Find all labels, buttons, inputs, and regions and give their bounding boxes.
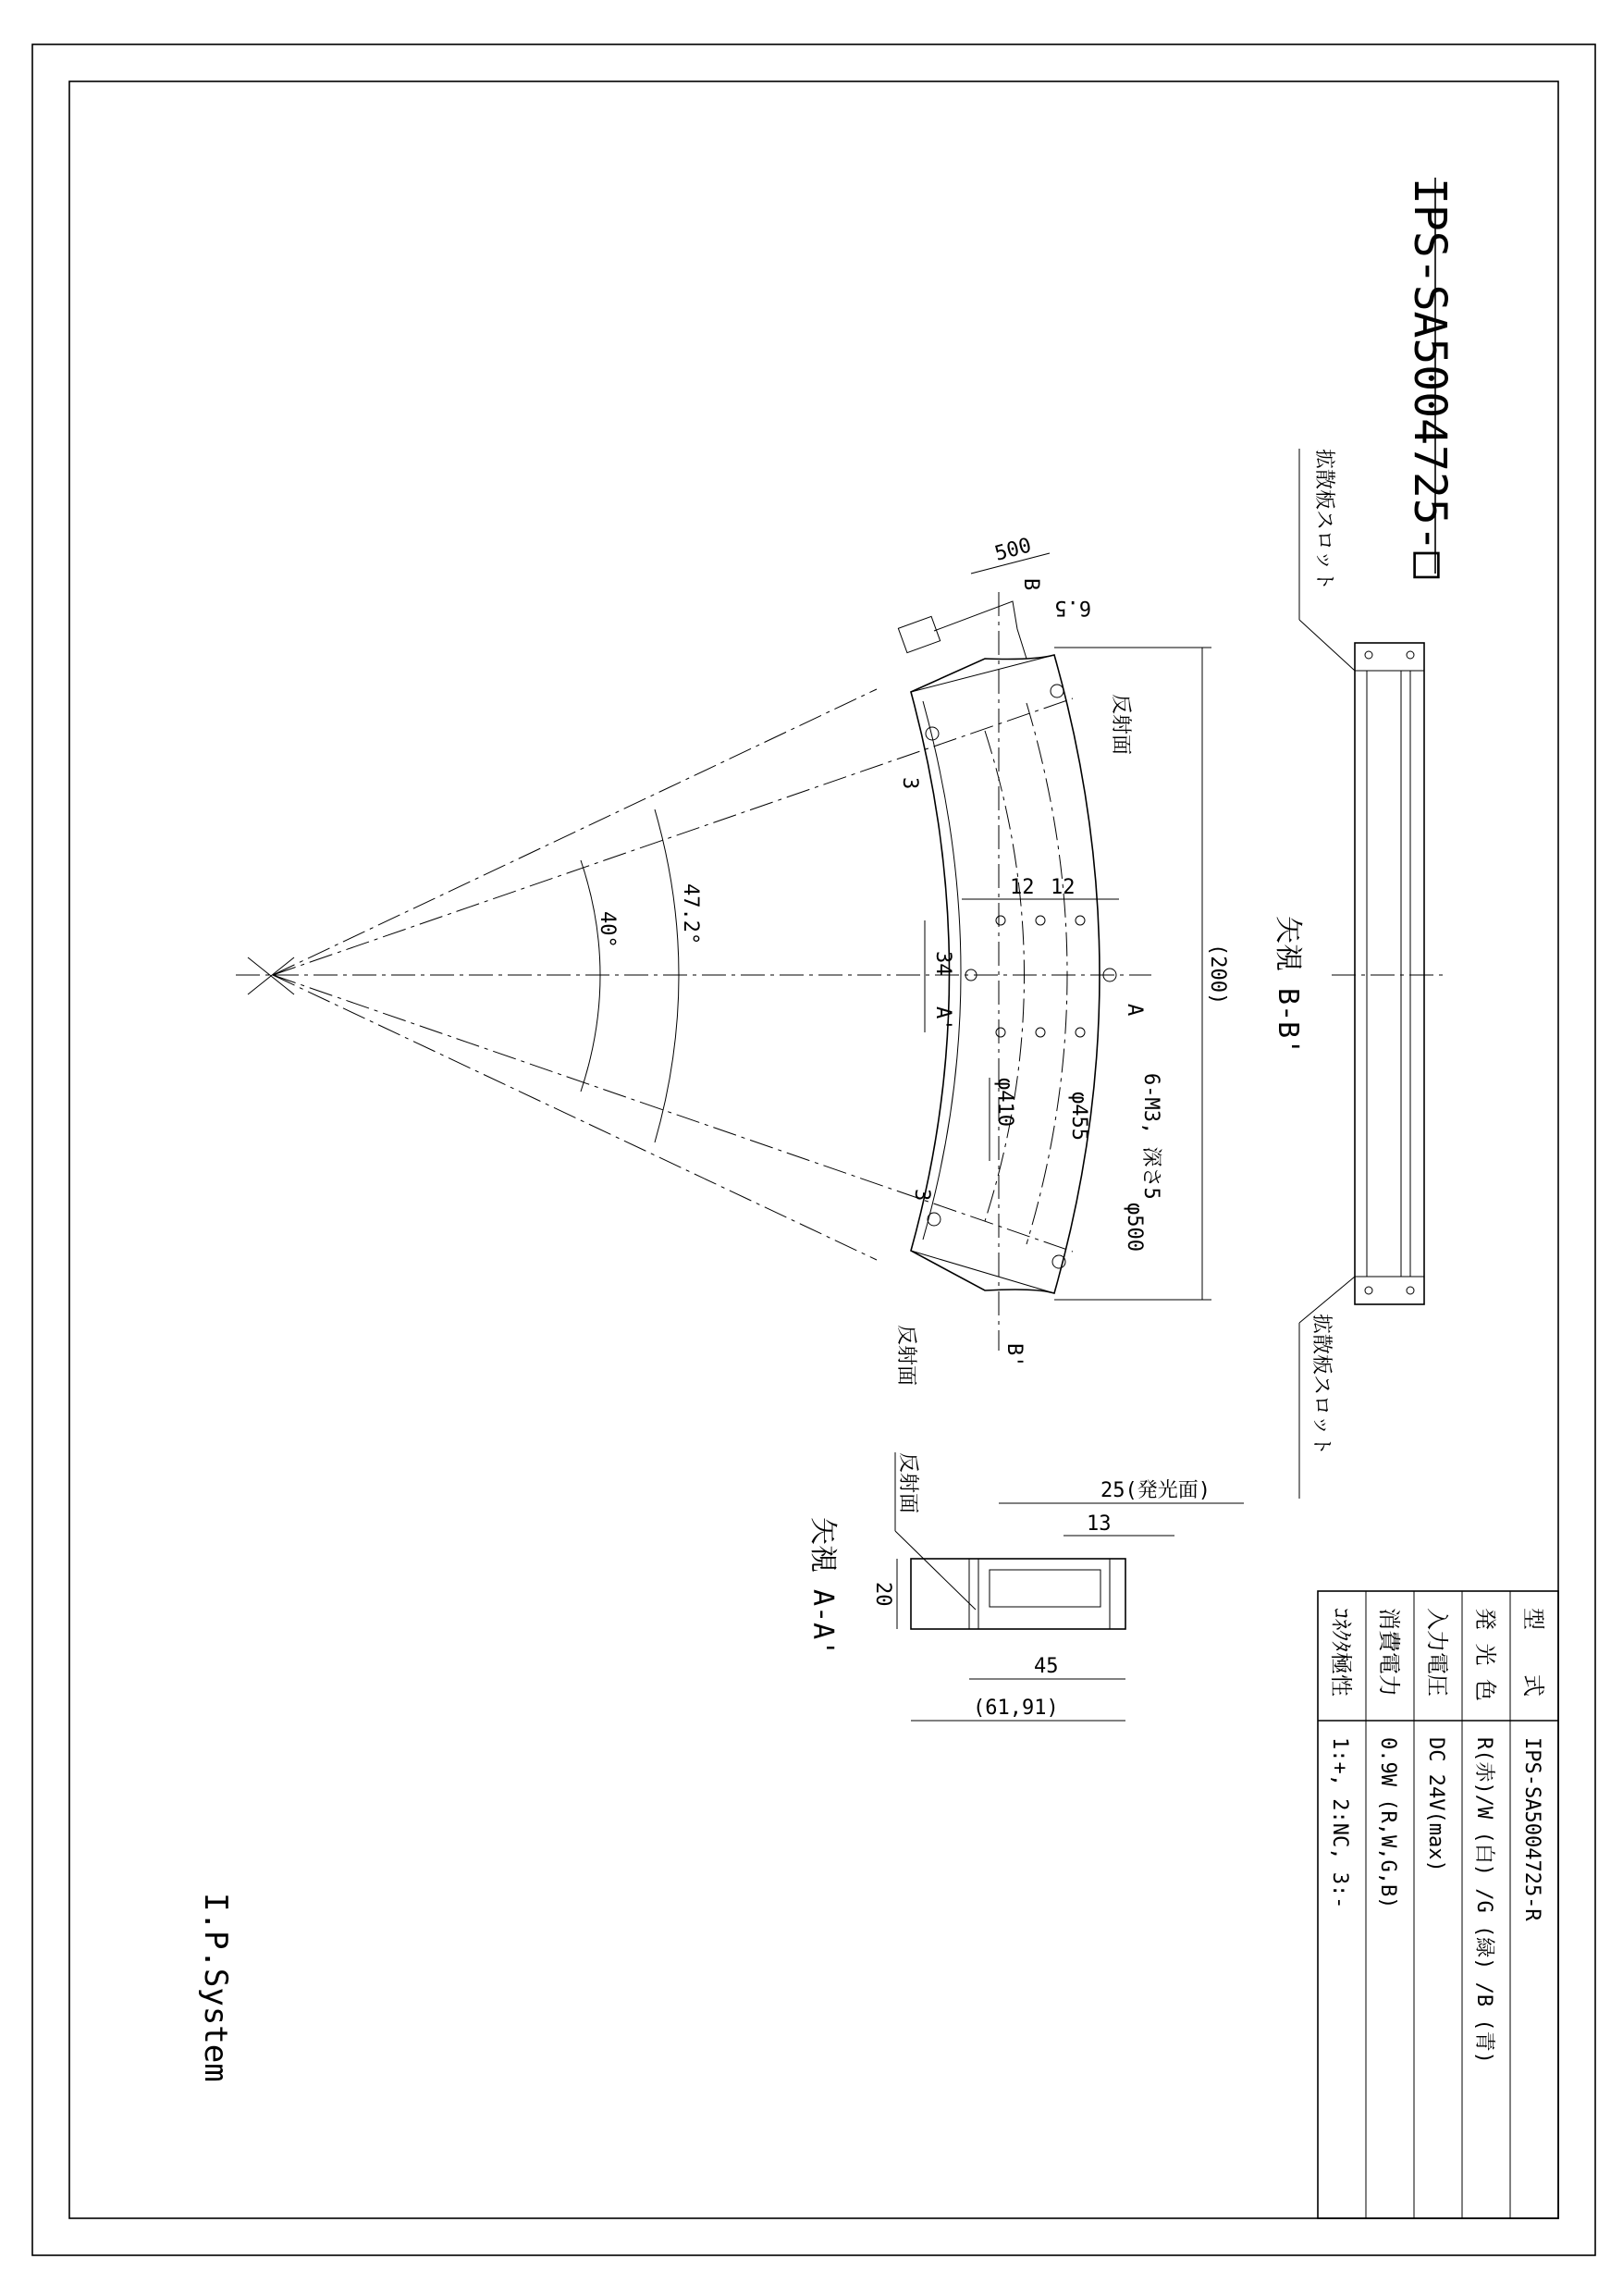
- dim-gap-bottom: 3: [910, 1189, 933, 1202]
- bb-body: [1355, 643, 1424, 1304]
- section-b-prime: B': [1002, 1343, 1026, 1368]
- bottom-edge: [911, 1251, 1054, 1293]
- hole: [1076, 1028, 1085, 1037]
- ray-lower-outer: [273, 975, 877, 1260]
- view-aa-title: 矢視 A-A': [806, 1517, 839, 1657]
- ray-upper-outer: [273, 689, 877, 975]
- section-a: A: [1123, 1004, 1146, 1017]
- outer-frame: [32, 44, 1595, 2255]
- angle-arc-outer: [655, 809, 679, 1142]
- aa-body: [911, 1559, 1125, 1629]
- dia-mid: φ455: [1067, 1092, 1090, 1141]
- spec-label-polarity: ｺﾈｸﾀ極性: [1328, 1608, 1354, 1697]
- spec-value-power: 0.9W (R,W,G,B): [1376, 1737, 1399, 1909]
- aa-dim-20: 20: [871, 1582, 894, 1607]
- ray-upper-inner: [273, 698, 1073, 975]
- bb-screw: [1407, 1287, 1414, 1294]
- spec-label-color: 発 光 色: [1472, 1608, 1498, 1701]
- hole-callout: 6-M3, 深さ5: [1139, 1073, 1162, 1200]
- angle-inner: 40°: [596, 911, 619, 948]
- angle-outer: 47.2°: [679, 883, 702, 945]
- aa-cap: [1110, 1559, 1125, 1629]
- dim-pitch-2: 12: [1051, 876, 1076, 899]
- arc-pcd-455: [1027, 703, 1067, 1244]
- spec-value-voltage: DC 24V(max): [1424, 1737, 1447, 1872]
- hole: [1051, 685, 1064, 697]
- spec-value-model: IPS-SA5004725-R: [1520, 1737, 1543, 1921]
- section-a-prime: A': [931, 1006, 954, 1031]
- main-view: [236, 534, 1229, 1386]
- reflect-label-top: 反射面: [1109, 694, 1132, 756]
- dim-v-pitch: 34: [931, 951, 954, 976]
- aa-dim-emit: 25(発光面): [1100, 1479, 1211, 1502]
- dim-cable-length: 500: [992, 534, 1034, 566]
- aa-reflect-label: 反射面: [896, 1452, 919, 1514]
- aa-window: [990, 1570, 1100, 1607]
- connector: [898, 616, 940, 652]
- dia-inner: φ410: [993, 1078, 1016, 1127]
- aa-dim-13: 13: [1087, 1512, 1112, 1536]
- dim-pitch-1: 12: [1010, 876, 1035, 899]
- view-aa: [806, 1452, 1244, 1721]
- drawing-title: IPS-SA5004725-□: [1404, 178, 1456, 579]
- bb-screw: [1407, 651, 1414, 659]
- spec-value-polarity: 1:+, 2:NC, 3:-: [1328, 1737, 1351, 1909]
- dim-gap-top: 3: [898, 777, 921, 790]
- spec-label-voltage: 入力電圧: [1424, 1608, 1450, 1697]
- hole: [996, 916, 1005, 925]
- hole: [1036, 1028, 1045, 1037]
- bb-slot-leader-top-2: [1299, 620, 1355, 671]
- dim-height: (200): [1206, 944, 1229, 1006]
- hole: [996, 1028, 1005, 1037]
- bb-slot-label-bottom: 拡散板スロット: [1309, 1314, 1333, 1456]
- bb-screw: [1365, 651, 1372, 659]
- arc-pcd-410: [985, 731, 1025, 1221]
- dim-offset: 6.5: [1054, 596, 1091, 619]
- reflect-label-bottom: 反射面: [894, 1325, 917, 1387]
- angle-arc-inner: [581, 860, 600, 1092]
- spec-label-model: 型 式: [1520, 1608, 1546, 1697]
- spec-table: [1318, 1591, 1558, 2218]
- hole: [1076, 916, 1085, 925]
- hole: [928, 1213, 941, 1226]
- view-bb-title: 矢視 B-B': [1272, 916, 1304, 1055]
- mount-holes: [926, 685, 1116, 1268]
- spec-value-color: R(赤)/W (白) /G (緑) /B (青): [1472, 1737, 1495, 2064]
- aa-dim-45: 45: [1034, 1655, 1059, 1678]
- aa-reflect-leader-2: [895, 1531, 976, 1610]
- cable: [934, 601, 1027, 659]
- bb-slot-label-top: 拡散板スロット: [1312, 449, 1335, 591]
- hole: [1036, 916, 1045, 925]
- bb-screw: [1365, 1287, 1372, 1294]
- view-bb: [1272, 449, 1443, 1499]
- spec-label-power: 消費電力: [1376, 1608, 1402, 1697]
- company-name: I.P.System: [197, 1893, 234, 2082]
- dia-outer: φ500: [1123, 1203, 1146, 1252]
- aa-dim-overall: (61,91): [973, 1697, 1059, 1720]
- section-b: B: [1019, 578, 1042, 591]
